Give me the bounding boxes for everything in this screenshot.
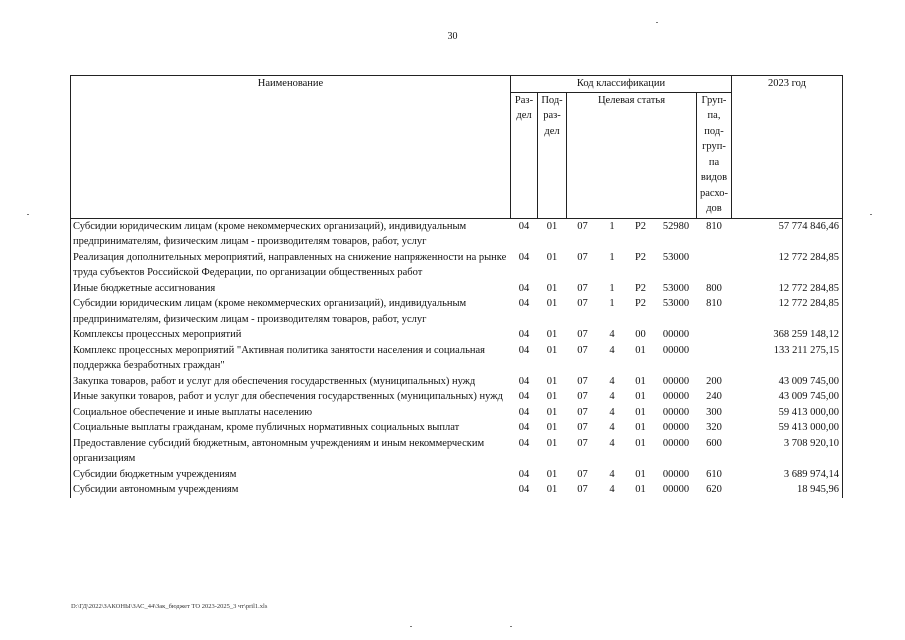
cell-sum: 12 772 284,85: [732, 296, 843, 327]
cell-name: Иные закупки товаров, работ и услуг для обеспечения государственных (муниципальных) нужд: [71, 389, 511, 405]
cell-pr: 01: [546, 422, 558, 433]
cell-pr: 01: [546, 406, 558, 418]
cell-name: Комплексы процессных мероприятий: [71, 327, 511, 343]
cell-c4: 53000: [662, 282, 690, 294]
cell-c4: 00000: [662, 329, 690, 340]
cell-rz: 04: [518, 422, 530, 433]
table-row: [71, 218, 843, 250]
page-number: 30: [447, 31, 458, 42]
cell-c1: 07: [577, 391, 588, 402]
cell-c3: 01: [635, 406, 646, 418]
cell-c1: 07: [577, 251, 588, 263]
cell-sum: 12 772 284,85: [732, 281, 843, 297]
cell-rz: 04: [518, 468, 530, 480]
header-podrazdel: Под- раз- дел: [538, 92, 567, 218]
cell-vr: 240: [706, 391, 722, 402]
cell-rz: 04: [518, 391, 530, 402]
cell-pr: 01: [546, 298, 558, 309]
cell-c2: 4: [609, 391, 615, 402]
cell-pr: 01: [546, 251, 558, 263]
header-name: Наименование: [71, 76, 511, 219]
budget-table: [70, 75, 843, 499]
cell-c2: 4: [609, 437, 615, 449]
cell-c3: P2: [634, 282, 647, 294]
table-row: [71, 327, 843, 343]
cell-vr: 300: [706, 406, 722, 418]
cell-vr: 800: [706, 282, 722, 294]
cell-name: Социальное обеспечение и иные выплаты населению: [71, 405, 511, 421]
header-year: 2023 год: [732, 76, 843, 219]
cell-name: Субсидии автономным учреждениям: [71, 482, 511, 498]
cell-sum: 133 211 275,15: [732, 343, 843, 374]
table-row: [71, 374, 843, 390]
table-row: [71, 467, 843, 483]
cell-vr: [697, 250, 732, 281]
cell-rz: 04: [518, 282, 530, 294]
cell-vr: 810: [706, 298, 722, 309]
scan-speck: [656, 22, 658, 23]
cell-pr: 01: [546, 437, 558, 449]
cell-pr: 01: [546, 344, 558, 356]
cell-pr: 01: [546, 220, 558, 232]
cell-pr: 01: [546, 391, 558, 402]
cell-rz: 04: [511, 482, 538, 498]
cell-c4: 52980: [662, 220, 690, 232]
cell-name: Иные бюджетные ассигнования: [71, 281, 511, 297]
cell-c4: 00000: [662, 437, 690, 449]
cell-pr: 01: [546, 375, 558, 387]
cell-c4: 00000: [662, 344, 690, 356]
cell-c1: 07: [567, 482, 599, 498]
cell-c1: 07: [577, 375, 588, 387]
cell-c4: 00000: [662, 468, 690, 480]
cell-sum: 3 689 974,14: [732, 467, 843, 483]
cell-c2: 4: [609, 406, 615, 418]
cell-c3: 01: [635, 375, 646, 387]
cell-c4: 00000: [662, 375, 690, 387]
header-vid: Груп- па, под- груп- па видов расхо- дов: [697, 92, 732, 218]
table-row: [71, 250, 843, 281]
cell-c1: 07: [577, 468, 588, 480]
cell-c3: P2: [634, 251, 647, 263]
cell-pr: 01: [546, 282, 558, 294]
cell-sum: 43 009 745,00: [732, 389, 843, 405]
cell-c2: 4: [599, 482, 626, 498]
scan-speck: [27, 214, 29, 215]
cell-vr: [697, 343, 732, 374]
cell-c3: P2: [634, 220, 647, 232]
cell-rz: 04: [518, 406, 530, 418]
cell-c4: 00000: [656, 482, 697, 498]
table-row: [71, 389, 843, 405]
cell-c1: 07: [577, 298, 588, 309]
cell-vr: 600: [706, 437, 722, 449]
cell-c2: 1: [609, 220, 615, 232]
header-code-group: Код классификации: [511, 76, 732, 93]
cell-c1: 07: [577, 282, 588, 294]
cell-c1: 07: [577, 437, 588, 449]
cell-c3: 01: [635, 468, 646, 480]
cell-c3: 00: [635, 329, 646, 340]
cell-c3: 01: [635, 437, 646, 449]
cell-sum: 57 774 846,46: [732, 218, 843, 250]
table-row: [71, 281, 843, 297]
cell-c2: 4: [609, 468, 615, 480]
cell-pr: 01: [546, 329, 558, 340]
cell-vr: 200: [706, 375, 722, 387]
cell-c4: 00000: [662, 422, 690, 433]
scan-speck: [410, 626, 412, 627]
cell-c4: 00000: [662, 391, 690, 402]
cell-rz: 04: [518, 437, 530, 449]
cell-c1: 07: [577, 406, 588, 418]
cell-sum: 43 009 745,00: [732, 374, 843, 390]
cell-name: Комплекс процессных мероприятий "Активная политика занятости населения и социальная поддержка безработных граждан": [71, 343, 511, 374]
cell-sum: 12 772 284,85: [732, 250, 843, 281]
table-row: [71, 436, 843, 467]
cell-sum: 3 708 920,10: [732, 436, 843, 467]
table-body: [71, 218, 843, 498]
cell-c4: 00000: [662, 406, 690, 418]
cell-sum: 59 413 000,00: [732, 420, 843, 436]
cell-vr: 320: [706, 422, 722, 433]
cell-rz: 04: [518, 251, 530, 263]
header-razdel: Раз- дел: [511, 92, 538, 218]
cell-c4: 53000: [662, 298, 690, 309]
cell-pr: 01: [546, 468, 558, 480]
cell-c2: 1: [609, 282, 615, 294]
table-row: [71, 296, 843, 327]
cell-name: Закупка товаров, работ и услуг для обеспечения государственных (муниципальных) нужд: [71, 374, 511, 390]
table-row: [71, 405, 843, 421]
scan-speck: [510, 626, 512, 627]
cell-name: Социальные выплаты гражданам, кроме публичных нормативных социальных выплат: [71, 420, 511, 436]
cell-name: Субсидии юридическим лицам (кроме некоммерческих организаций), индивидуальным предпринимателям, физическим лицам - производителям товаров, работ, услуг: [71, 296, 511, 327]
cell-c2: 1: [609, 298, 615, 309]
cell-sum: 59 413 000,00: [732, 405, 843, 421]
cell-sum: 18 945,96: [732, 482, 843, 498]
cell-name: Предоставление субсидий бюджетным, автономным учреждениям и иным некоммерческим организациям: [71, 436, 511, 467]
cell-rz: 04: [518, 220, 530, 232]
cell-pr: 01: [538, 482, 567, 498]
cell-c1: 07: [577, 220, 588, 232]
cell-name: Субсидии юридическим лицам (кроме некоммерческих организаций), индивидуальным предпринимателям, физическим лицам - производителям товаров, работ, услуг: [71, 218, 511, 250]
cell-name: Реализация дополнительных мероприятий, направленных на снижение напряженности на рынке труда субъектов Российской Федерации, по организации общественных работ: [71, 250, 511, 281]
cell-c2: 4: [609, 344, 615, 356]
scan-speck: [870, 214, 872, 215]
cell-c3: 01: [635, 422, 646, 433]
file-path-footer: D:\ГД\2022\ЗАКОНЫ\ЗАС_44\Зак_бюджет ТО 2023-2025_3 чт\pril1.xls: [71, 603, 268, 610]
cell-c3: 01: [635, 344, 646, 356]
table-row: [71, 420, 843, 436]
cell-rz: 04: [518, 298, 530, 309]
cell-c2: 4: [609, 329, 615, 340]
cell-sum: 368 259 148,12: [732, 327, 843, 343]
cell-name: Субсидии бюджетным учреждениям: [71, 467, 511, 483]
cell-c3: P2: [634, 298, 647, 309]
cell-c2: 1: [609, 251, 615, 263]
cell-vr: 610: [706, 468, 722, 480]
cell-rz: 04: [518, 344, 530, 356]
header-target: Целевая статья: [567, 92, 697, 218]
cell-c2: 4: [609, 422, 615, 433]
cell-rz: 04: [518, 329, 530, 340]
cell-c1: 07: [577, 329, 588, 340]
cell-c3: 01: [635, 391, 646, 402]
cell-vr: 810: [706, 220, 722, 232]
cell-c3: 01: [626, 482, 656, 498]
cell-c2: 4: [609, 375, 615, 387]
cell-vr: [697, 327, 732, 343]
table-row: [71, 343, 843, 374]
cell-c1: 07: [577, 344, 588, 356]
cell-c1: 07: [577, 422, 588, 433]
table-row: [71, 482, 843, 498]
cell-vr: 620: [697, 482, 732, 498]
cell-c4: 53000: [662, 251, 690, 263]
cell-rz: 04: [518, 375, 530, 387]
